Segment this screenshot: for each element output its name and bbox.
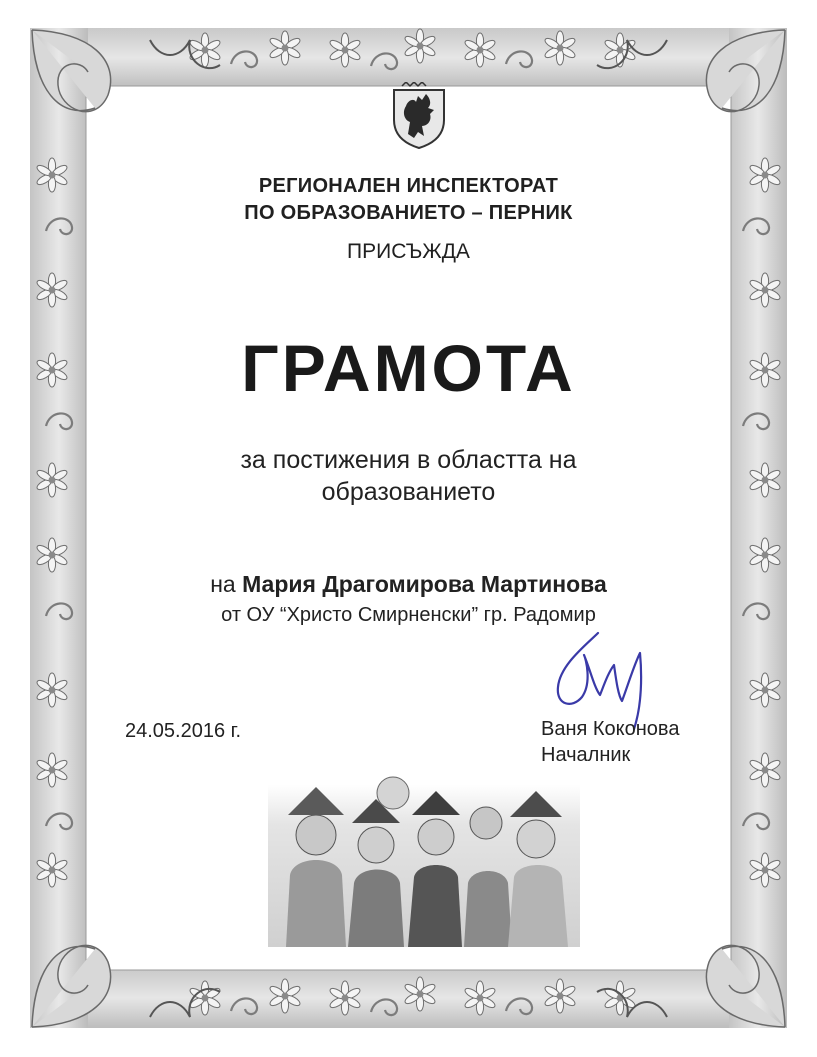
- recipient-name: Мария Драгомирова Мартинова: [242, 571, 607, 597]
- signer-block: [541, 716, 679, 768]
- purpose-line-2: образованието: [321, 478, 496, 506]
- purpose-line-1: за постижения в областта на: [240, 446, 577, 474]
- recipient-line: [0, 571, 817, 598]
- issue-date: 24.05.2016 г.: [125, 720, 242, 742]
- institution-line-1: РЕГИОНАЛЕН ИНСПЕКТОРАТ: [258, 175, 559, 197]
- lion-coat-of-arms-icon: [388, 82, 450, 150]
- awards-label: ПРИСЪЖДА: [347, 240, 470, 263]
- institution-name: [0, 173, 817, 227]
- recipient-prefix: на: [210, 571, 236, 597]
- certificate-title: ГРАМОТА: [241, 331, 576, 405]
- signer-name: Ваня Коконова: [541, 718, 680, 740]
- institution-line-2: ПО ОБРАЗОВАНИЕТО – ПЕРНИК: [244, 202, 573, 224]
- signer-position: Началник: [541, 744, 631, 766]
- children-with-books-photo: [268, 765, 580, 947]
- award-purpose: [0, 444, 817, 508]
- recipient-school: от ОУ “Христо Смирненски” гр. Радомир: [221, 604, 596, 626]
